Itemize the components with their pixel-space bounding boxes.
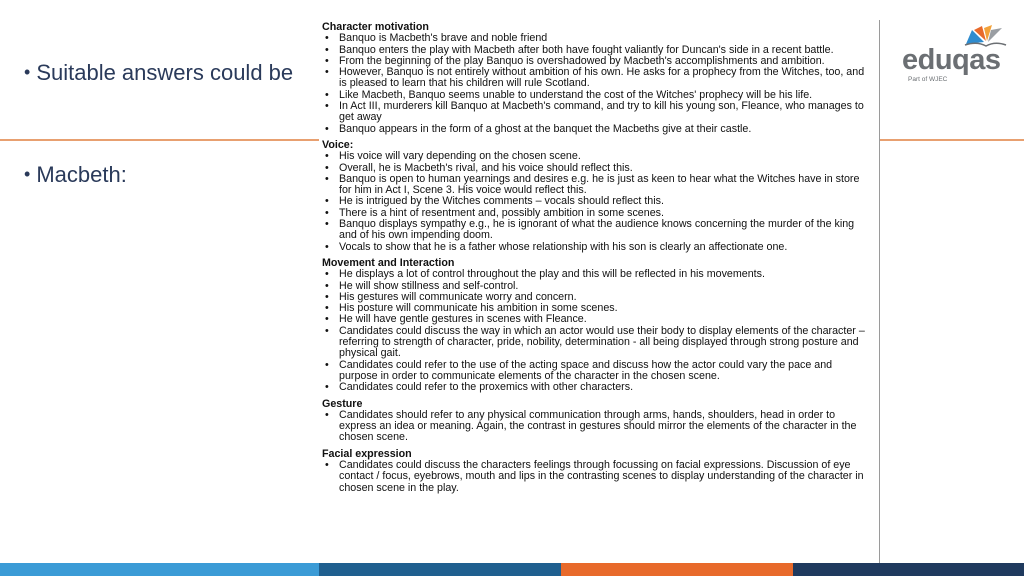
bullet-suitable-answers <box>24 60 293 86</box>
list-item: • Banquo is Macbeth's brave and noble friend <box>322 33 873 44</box>
document-excerpt <box>319 20 880 565</box>
section-list <box>322 33 873 135</box>
list-item: • However, Banquo is not entirely without ambition of his own. He asks for a prophecy from the Witches, too, and is pleased to learn that his children will rule Scotland. <box>322 67 873 90</box>
list-item: • Candidates could discuss the way in which an actor would use their body to display elements of the character – referring to strength of character, pride, nobility, determination - all being displayed through strong posture and physical gait. <box>322 326 873 360</box>
section-title-character-motivation: Character motivation <box>322 21 429 33</box>
footer-color-bar <box>0 563 1024 576</box>
logo-wordmark: eduqas <box>902 44 1001 76</box>
list-item: • Overall, he is Macbeth's rival, and his voice should reflect this. <box>322 163 873 174</box>
list-item: • Candidates could discuss the characters feelings through focussing on facial expressions. Discussion of eye contact / focus, eyebrows, mouth and lips in the contrasting scenes to display understanding of the character in chosen scene in the play. <box>322 460 873 494</box>
section-list <box>322 151 873 253</box>
list-item: • Candidates could refer to the use of the acting space and discuss how the actor could vary the pace and purpose in order to communicate elements of the character in the chosen scene. <box>322 360 873 383</box>
list-item: • Banquo appears in the form of a ghost at the banquet the Macbeths give at their castle. <box>322 124 873 135</box>
section-title-movement-interaction: Movement and Interaction <box>322 256 455 269</box>
list-item: • Banquo enters the play with Macbeth after both have fought valiantly for Duncan's side in a recent battle. <box>322 45 873 56</box>
footer-bar-blue <box>0 563 319 576</box>
section-title-voice: Voice: <box>322 138 354 151</box>
footer-bar-orange <box>561 563 793 576</box>
list-item: • Banquo displays sympathy e.g., he is ignorant of what the audience knows concerning the murder of the king and of his own impending doom. <box>322 219 873 242</box>
footer-bar-dark <box>319 563 561 576</box>
list-item: • He will have gentle gestures in scenes with Fleance. <box>322 314 873 325</box>
bullet-text: Macbeth: <box>36 162 127 187</box>
list-item: • He displays a lot of control throughout the play and this will be reflected in his movements. <box>322 269 873 280</box>
list-item: • Like Macbeth, Banquo seems unable to understand the cost of the Witches' prophecy will be his life. <box>322 90 873 101</box>
list-item: • From the beginning of the play Banquo is overshadowed by Macbeth's accomplishments and ambition. <box>322 56 873 67</box>
eduqas-logo <box>900 24 1010 84</box>
list-item: • In Act III, murderers kill Banquo at Macbeth's command, and try to kill his young son, Fleance, who manages to get away <box>322 101 873 124</box>
list-item: • Vocals to show that he is a father whose relationship with his son is clearly an affectionate one. <box>322 242 873 253</box>
list-item: • His voice will vary depending on the chosen scene. <box>322 151 873 162</box>
bullet-macbeth <box>24 162 127 188</box>
list-item: • Candidates should refer to any physical communication through arms, hands, shoulders, head in order to express an idea or meaning. Again, the contrast in gestures should mirror the elements of the character in the chosen scene. <box>322 410 873 444</box>
section-list <box>322 460 873 494</box>
section-title-gesture: Gesture <box>322 397 363 410</box>
list-item: • He is intrigued by the Witches comments – vocals should reflect this. <box>322 196 873 207</box>
section-list <box>322 410 873 444</box>
bullet-dot: • <box>24 62 31 82</box>
list-item: • His gestures will communicate worry and concern. <box>322 292 873 303</box>
list-item: • Candidates could refer to the proxemics with other characters. <box>322 382 873 393</box>
list-item: • His posture will communicate his ambition in some scenes. <box>322 303 873 314</box>
list-item: • He will show stillness and self-control. <box>322 281 873 292</box>
section-list <box>322 269 873 393</box>
footer-bar-navy <box>793 563 1024 576</box>
list-item: • Banquo is open to human yearnings and desires e.g. he is just as keen to hear what the Witches have in store for him in Act I, Scene 3. His voice would reflect this. <box>322 174 873 197</box>
logo-subtitle: Part of WJEC <box>908 76 948 83</box>
section-title-facial-expression: Facial expression <box>322 447 412 460</box>
list-item: • There is a hint of resentment and, possibly ambition in some scenes. <box>322 208 873 219</box>
bullet-text: Suitable answers could be <box>36 60 294 85</box>
bullet-dot: • <box>24 164 31 184</box>
